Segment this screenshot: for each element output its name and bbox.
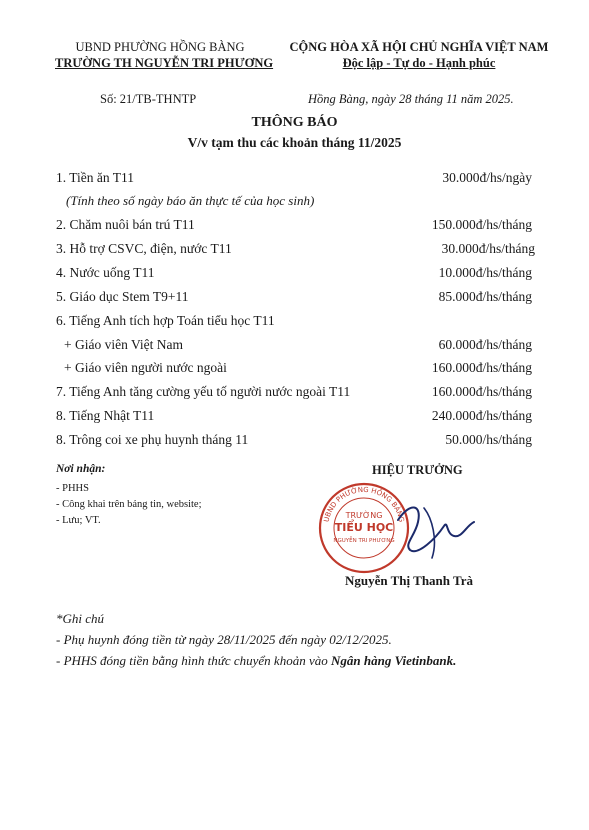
seal-line-1: TRƯỜNG	[345, 511, 383, 520]
signer-role: HIỆU TRƯỞNG	[372, 463, 463, 477]
item-price-3: 30.000đ/hs/tháng	[441, 241, 535, 256]
signature-flourish	[424, 508, 434, 558]
item-label-7: 7. Tiếng Anh tăng cường yếu tố người nước ngoài T11	[56, 384, 351, 399]
item-price-1: 30.000đ/hs/ngày	[442, 170, 532, 185]
notes-line-2	[56, 653, 456, 669]
recipients-heading: Nơi nhận:	[56, 463, 106, 475]
recipient-line-3: - Lưu; VT.	[56, 515, 101, 526]
national-motto: Độc lập - Tự do - Hạnh phúc	[342, 56, 496, 70]
recipient-line-1: - PHHS	[56, 483, 89, 494]
item-price-9: 50.000/hs/tháng	[445, 432, 532, 447]
item-price-5: 85.000đ/hs/tháng	[438, 289, 532, 304]
recipient-line-2: - Công khai trên bảng tin, website;	[56, 499, 202, 510]
item-label-6: 6. Tiếng Anh tích hợp Toán tiểu học T11	[56, 313, 275, 328]
item-price-7: 160.000đ/hs/tháng	[431, 384, 532, 399]
item-label-6a: + Giáo viên Việt Nam	[64, 337, 184, 352]
notes-heading: *Ghi chú	[56, 611, 105, 626]
item-price-2: 150.000đ/hs/tháng	[431, 217, 532, 232]
signature-stroke	[398, 507, 474, 551]
item-label-9: 8. Trông coi xe phụ huynh tháng 11	[56, 432, 249, 447]
bank-name: Ngân hàng Vietinbank.	[330, 653, 457, 668]
item-label-6b: + Giáo viên người nước ngoài	[64, 360, 227, 375]
item-price-4: 10.000đ/hs/tháng	[438, 265, 532, 280]
agency-name: UBND PHƯỜNG HỒNG BÀNG	[75, 40, 245, 54]
item-price-6a: 60.000đ/hs/tháng	[438, 337, 532, 352]
school-name: TRƯỜNG TH NGUYỄN TRI PHƯƠNG	[55, 56, 274, 70]
item-note: (Tính theo số ngày báo ăn thực tế của học sinh)	[66, 193, 315, 208]
page-title: THÔNG BÁO	[251, 115, 338, 130]
item-label-5: 5. Giáo dục Stem T9+11	[56, 289, 189, 304]
seal-line-3: NGUYỄN TRI PHƯƠNG	[333, 538, 395, 544]
national-title: CỘNG HÒA XÃ HỘI CHỦ NGHĨA VIỆT NAM	[289, 40, 549, 54]
seal-ring-text: UBND PHƯỜNG HỒNG BÀNG	[322, 485, 406, 523]
item-label-1: 1. Tiền ăn T11	[56, 170, 135, 185]
item-label-3: 3. Hỗ trợ CSVC, điện, nước T11	[56, 241, 232, 256]
seal-line-2: TIỂU HỌC	[334, 521, 394, 534]
document-number: Số: 21/TB-THNTP	[100, 92, 197, 106]
place-date: Hồng Bàng, ngày 28 tháng 11 năm 2025.	[308, 92, 514, 106]
signer-name: Nguyễn Thị Thanh Trà	[345, 573, 474, 588]
official-seal	[314, 478, 494, 578]
item-price-8: 240.000đ/hs/tháng	[431, 408, 532, 423]
page-subtitle: V/v tạm thu các khoản tháng 11/2025	[187, 135, 402, 150]
notes-line-2-text: - PHHS đóng tiền bằng hình thức chuyển khoản vào	[56, 653, 331, 668]
item-label-4: 4. Nước uống T11	[56, 265, 155, 280]
item-label-2: 2. Chăm nuôi bán trú T11	[56, 217, 195, 232]
item-label-8: 8. Tiếng Nhật T11	[56, 408, 155, 423]
item-price-6b: 160.000đ/hs/tháng	[431, 360, 532, 375]
notes-line-1: - Phụ huynh đóng tiền từ ngày 28/11/2025 đến ngày 02/12/2025.	[56, 632, 392, 647]
